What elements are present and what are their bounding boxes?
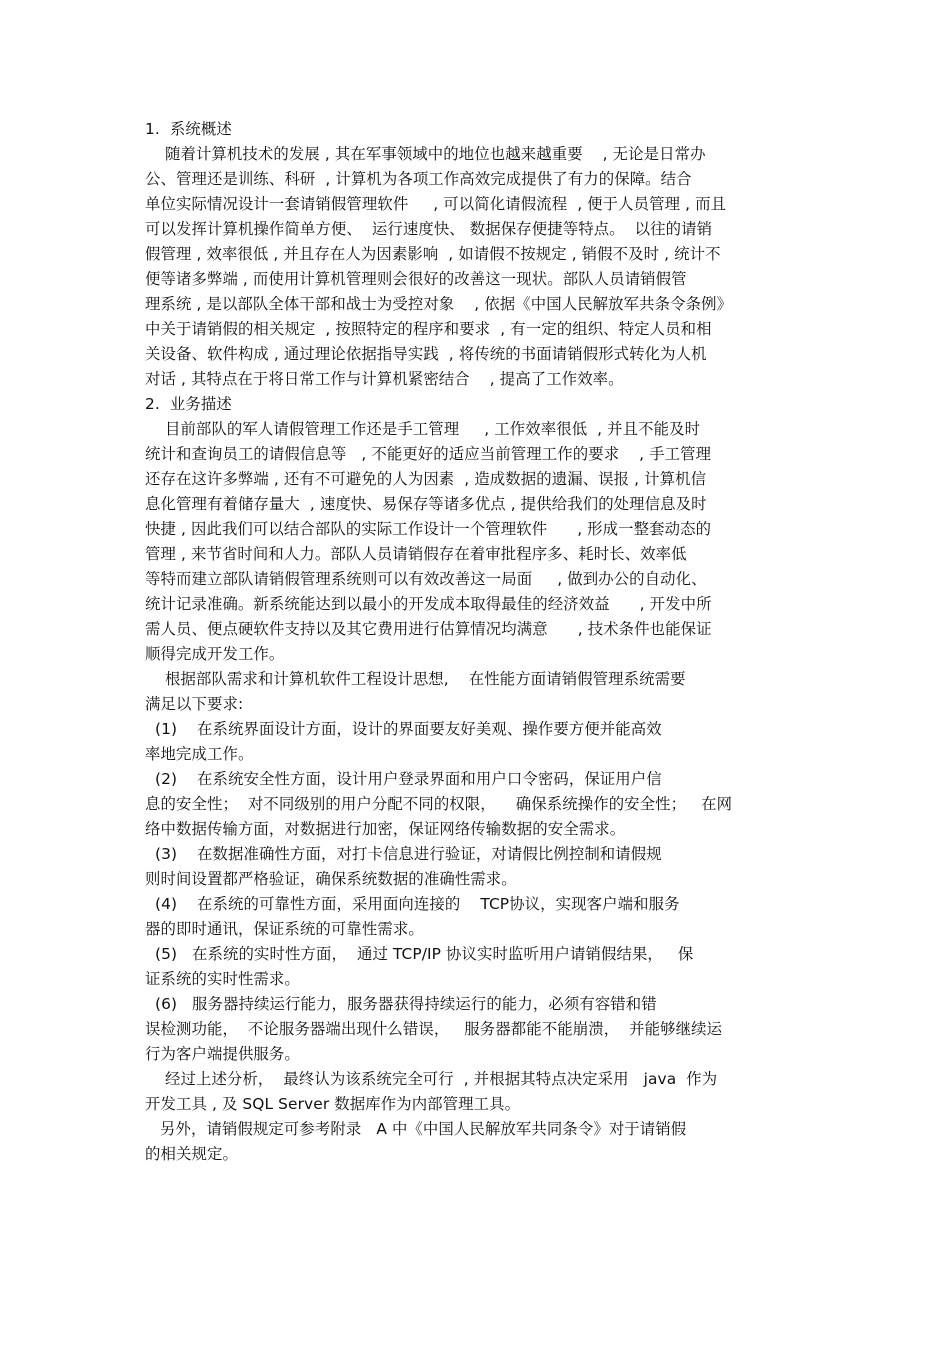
text-line: 开发工具 , 及 SQL Server 数据库作为内部管理工具。	[145, 1095, 521, 1113]
text-line: 经过上述分析， 最终认为该系统完全可行 , 并根据其特点决定采用 java 作为	[145, 1070, 718, 1088]
text-line: 理系统 , 是以部队全体干部和战士为受控对象 , 依据《中国人民解放军共条令条例》	[145, 295, 733, 313]
text-line: 顺得完成开发工作。	[145, 645, 285, 663]
text-line: 统计和查询员工的请假信息等 , 不能更好的适应当前管理工作的要求 , 手工管理	[145, 445, 712, 463]
text-line: 统计记录准确。新系统能达到以最小的开发成本取得最佳的经济效益 , 开发中所	[145, 595, 712, 613]
list-item-line: (4) 在系统的可靠性方面，采用面向连接的 TCP协议，实现客户端和服务	[145, 895, 680, 913]
text-line: 息化管理有着储存量大 , 速度快、易保存等诸多优点 , 提供给我们的处理信息及时	[145, 495, 707, 513]
list-item-line: (2) 在系统安全性方面，设计用户登录界面和用户口令密码，保证用户信	[145, 770, 662, 788]
text-line: 快捷 , 因此我们可以结合部队的实际工作设计一个管理软件 , 形成一整套动态的	[145, 520, 712, 538]
text-line: 公、管理还是训练、科研 , 计算机为各项工作高效完成提供了有力的保障。结合	[145, 170, 692, 188]
text-line: 需人员、便点硬软件支持以及其它费用进行估算情况均满意 , 技术条件也能保证	[145, 620, 712, 638]
list-item-line: (1) 在系统界面设计方面，设计的界面要友好美观、操作要方便并能高效	[145, 720, 662, 738]
text-line: 误检测功能， 不论服务器端出现什么错误， 服务器都能不能崩溃， 并能够继续运	[145, 1020, 723, 1038]
list-item-line: (3) 在数据准确性方面，对打卡信息进行验证，对请假比例控制和请假规	[145, 845, 662, 863]
text-line: 可以发挥计算机操作简单方便、 运行速度快、 数据保存便捷等特点。 以往的请销	[145, 220, 713, 238]
text-line: 对话 , 其特点在于将日常工作与计算机紧密结合 , 提高了工作效率。	[145, 370, 624, 388]
text-line: 随着计算机技术的发展 , 其在军事领域中的地位也越来越重要 , 无论是日常办	[145, 145, 706, 163]
list-item-line: (5) 在系统的实时性方面， 通过 TCP/IP 协议实时监听用户请销假结果， 保	[145, 945, 694, 963]
text-line: 证系统的实时性需求。	[145, 970, 300, 988]
text-line: 根据部队需求和计算机软件工程设计思想, 在性能方面请销假管理系统需要	[145, 670, 686, 688]
text-line: 另外，请销假规定可参考附录 A 中《中国人民解放军共同条令》对于请销假	[145, 1120, 687, 1138]
text-line: 还存在这许多弊端 , 还有不可避免的人为因素 , 造成数据的遗漏、误报 , 计算机信	[145, 470, 707, 488]
text-line: 便等诸多弊端 , 而使用计算机管理则会很好的改善这一现状。部队人员请销假管	[145, 270, 687, 288]
text-line: 息的安全性； 对不同级别的用户分配不同的权限， 确保系统操作的安全性； 在网	[145, 795, 733, 813]
text-line: 则时间设置都严格验证，确保系统数据的准确性需求。	[145, 870, 517, 888]
text-line: 单位实际情况设计一套请销假管理软件 , 可以简化请假流程 , 便于人员管理 , 而且	[145, 195, 727, 213]
text-line: 器的即时通讯，保证系统的可靠性需求。	[145, 920, 424, 938]
text-line: 中关于请销假的相关规定 , 按照特定的程序和要求 , 有一定的组织、特定人员和相	[145, 320, 712, 338]
text-line: 络中数据传输方面，对数据进行加密，保证网络传输数据的安全需求。	[145, 820, 626, 838]
text-line: 的相关规定。	[145, 1145, 238, 1163]
text-line: 目前部队的军人请假管理工作还是手工管理 , 工作效率很低 , 并且不能及时	[145, 420, 701, 438]
text-line: 率地完成工作。	[145, 745, 254, 763]
text-line: 行为客户端提供服务。	[145, 1045, 300, 1063]
section-heading: 1. 系统概述	[145, 120, 232, 138]
text-line: 满足以下要求:	[145, 695, 244, 713]
list-item-line: (6) 服务器持续运行能力，服务器获得持续运行的能力，必须有容错和错	[145, 995, 657, 1013]
section-heading: 2. 业务描述	[145, 395, 232, 413]
text-line: 管理 , 来节省时间和人力。部队人员请销假存在着审批程序多、耗时长、效率低	[145, 545, 687, 563]
text-line: 假管理 , 效率很低 , 并且存在人为因素影响 , 如请假不按规定 , 销假不及时 , 统计不	[145, 245, 721, 263]
text-line: 等特而建立部队请销假管理系统则可以有效改善这一局面 , 做到办公的自动化、	[145, 570, 707, 588]
text-line: 关设备、软件构成 , 通过理论依据指导实践 , 将传统的书面请销假形式转化为人机	[145, 345, 707, 363]
